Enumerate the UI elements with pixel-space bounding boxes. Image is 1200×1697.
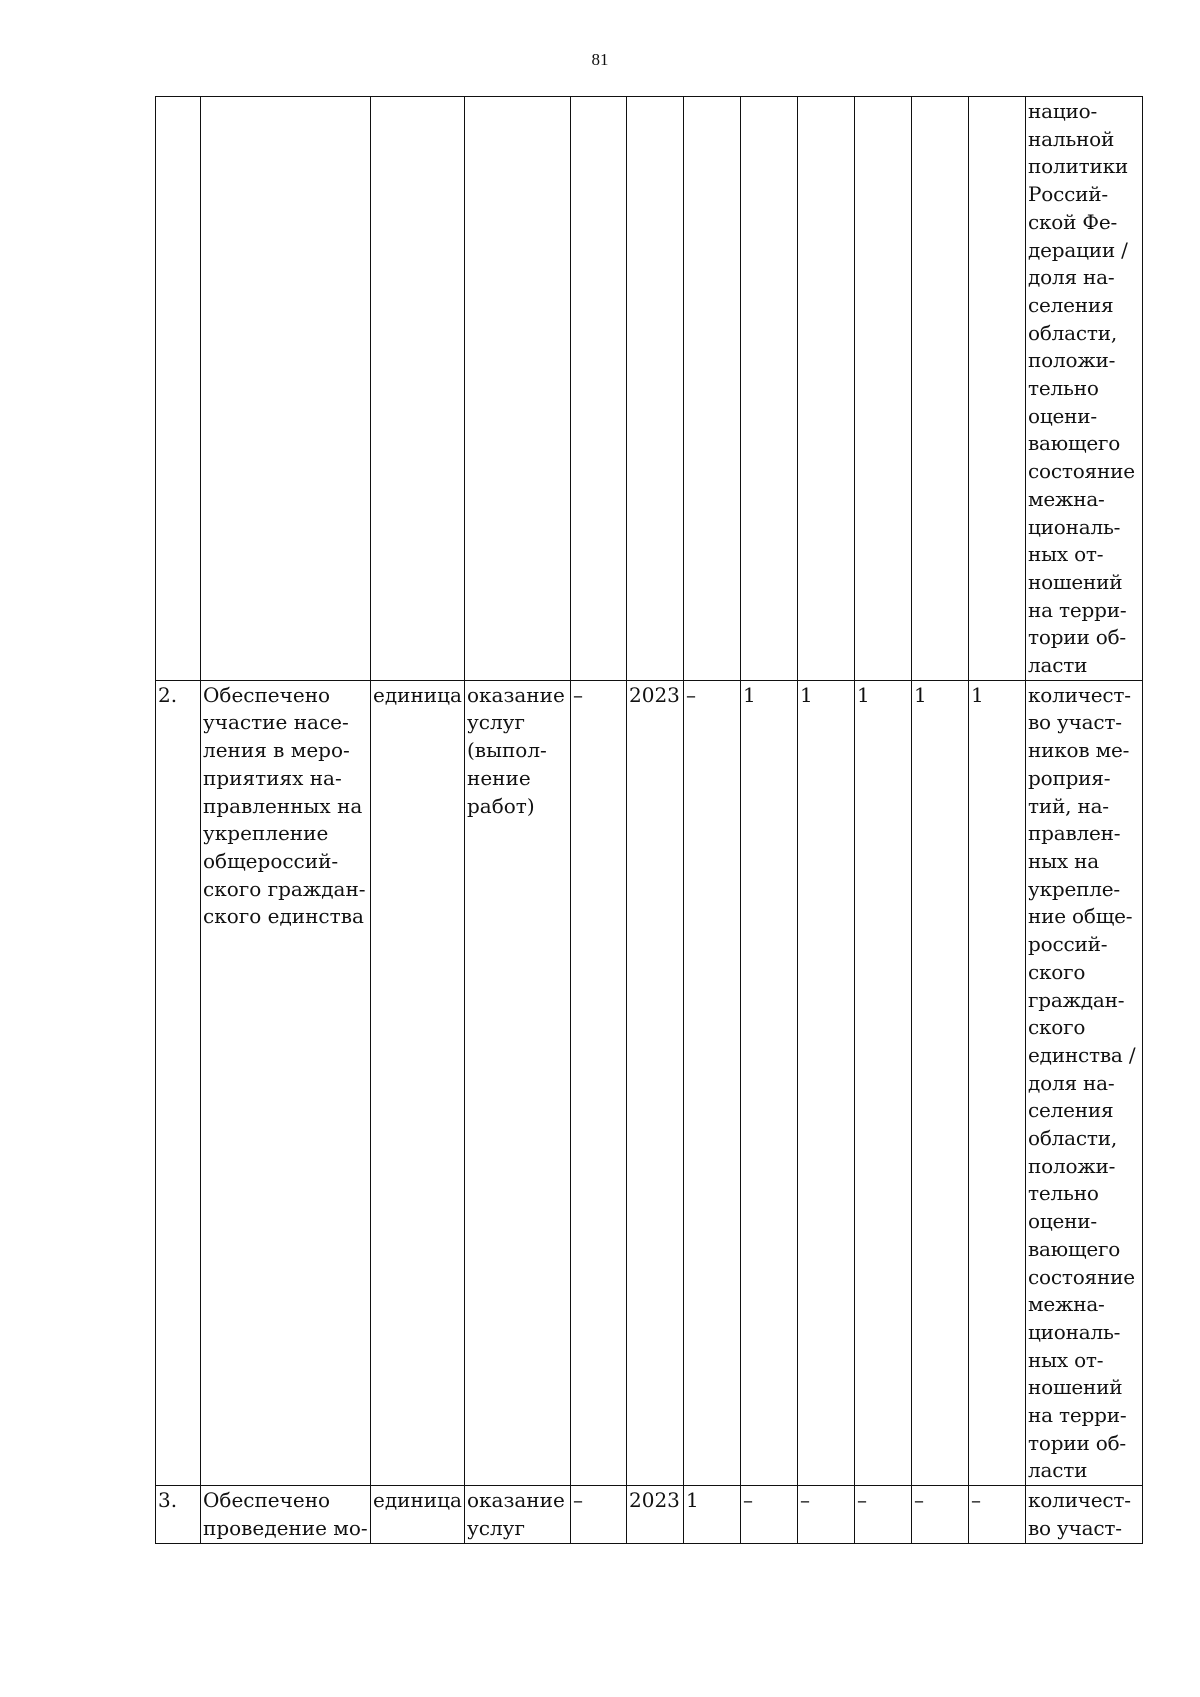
value-cell-11 [912,97,969,681]
table-row [156,97,1143,681]
type-cell [465,97,571,681]
result-name: Обеспечено проведение мо- [201,1486,371,1543]
unit-cell [371,97,465,681]
indicator-cell: количест- во участ- [1026,1486,1143,1543]
value-cell-12 [969,97,1026,681]
value-cell-10: – [855,1486,912,1543]
year-cell [627,97,684,681]
page-number: 81 [591,50,609,69]
value-cell-9: – [798,1486,855,1543]
value-cell-5: – [571,680,627,1485]
value-cell-7: – [684,680,741,1485]
table-row [156,680,1143,1485]
document-table [155,96,1143,1544]
indicator-cell: нацио- нальной политики Россий- ской Фе- дерации / доля на- селения области, положи- тельно оцени- вающего состояние межна- циональ- ных от- ношений на терри- тории об- ласти [1026,97,1143,681]
result-name: Обеспечено участие насе- ления в меро- приятиях на- правленных на укрепление общероссий- ского граждан- ского единства [201,680,371,1485]
value-cell-9 [798,97,855,681]
value-cell-8: – [741,1486,798,1543]
value-cell-10: 1 [855,680,912,1485]
unit-cell: единица [371,1486,465,1543]
type-cell: оказание услуг [465,1486,571,1543]
row-number: 2. [156,680,201,1485]
unit-cell: единица [371,680,465,1485]
indicator-cell: количест- во участ- ников ме- роприя- тий, на- правлен- ных на укрепле- ние обще- россий- ского граждан- ского единства / доля на- селения области, положи- тельно оцени- вающего состояние межна- циональ- ных от- ношений на терри- тории об- ласти [1026,680,1143,1485]
value-cell-10 [855,97,912,681]
year-cell: 2023 [627,680,684,1485]
value-cell-9: 1 [798,680,855,1485]
row-number: 3. [156,1486,201,1543]
value-cell-8 [741,97,798,681]
value-cell-5 [571,97,627,681]
value-cell-11: 1 [912,680,969,1485]
value-cell-5: – [571,1486,627,1543]
table-row [156,1486,1143,1543]
value-cell-12: – [969,1486,1026,1543]
value-cell-8: 1 [741,680,798,1485]
value-cell-12: 1 [969,680,1026,1485]
value-cell-7 [684,97,741,681]
value-cell-11: – [912,1486,969,1543]
result-name [201,97,371,681]
row-number [156,97,201,681]
year-cell: 2023 [627,1486,684,1543]
value-cell-7: 1 [684,1486,741,1543]
type-cell: оказание услуг (выпол- нение работ) [465,680,571,1485]
